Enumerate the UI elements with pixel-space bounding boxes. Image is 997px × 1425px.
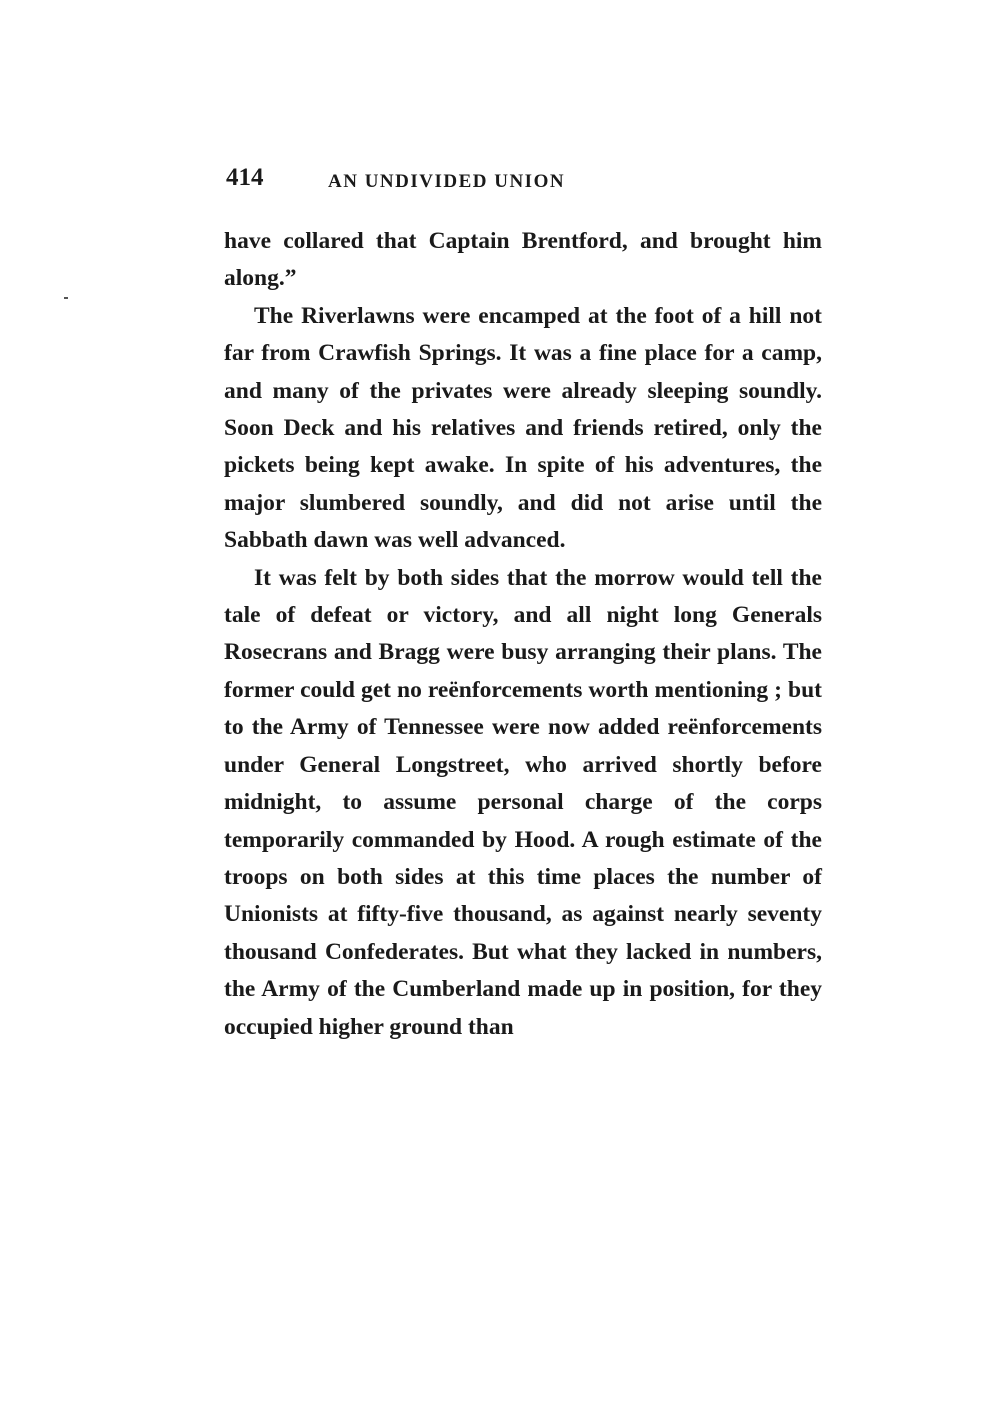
stray-mark: [64, 297, 68, 299]
running-head: AN UNDIVIDED UNION: [328, 171, 566, 192]
paragraph-battle-eve: It was felt by both sides that the morrow would tell the tale of defeat or victory, and all night long Generals Rosecrans and Bragg were busy arranging their plans. The former could get no reënforcements worth mentioning ; but to the Army of Tennessee were now added reënforcements under General Longstreet, who arrived shortly before midnight, to assume personal charge of the corps temporarily commanded by Hood. A rough estimate of the troops on both sides at this time places the number of Unionists at fifty-five thousand, as against nearly seventy thousand Confederates. But what they lacked in numbers, the Army of the Cumberland made up in position, for they occupied higher ground than: [224, 564, 822, 1040]
page-number: 414: [226, 164, 264, 191]
body-text: [224, 223, 822, 1046]
paragraph-continued: have collared that Captain Brentford, and brought him along.”: [224, 228, 822, 292]
paragraph-riverlawns-camp: The Riverlawns were encamped at the foot of a hill not far from Crawfish Springs. It was a fine place for a camp, and many of the privates were already sleeping soundly. Soon Deck and his relatives and friends retired, only the pickets being kept awake. In spite of his adventures, the major slumbered soundly, and did not arise until the Sabbath dawn was well advanced.: [224, 302, 822, 554]
